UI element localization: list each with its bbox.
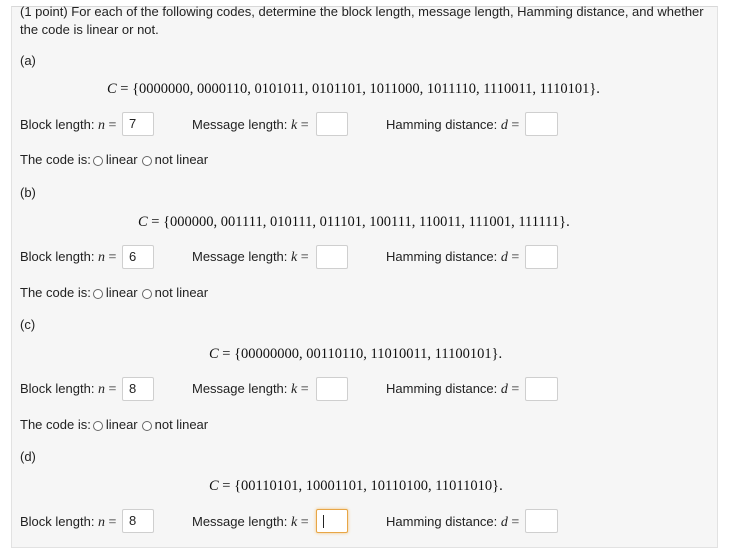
part-a-formula [107,81,600,98]
part-d-message-length-input[interactable] [316,509,348,533]
part-c-formula-lhs: C [209,346,219,362]
part-a-block-length-label: Block length: n = [20,117,117,133]
part-b-not-linear-label[interactable]: not linear [154,285,209,300]
part-c-formula-rhs: = {00000000, 00110110, 11010011, 11100101}. [218,346,503,362]
part-d-hamming-distance-input[interactable] [525,509,558,533]
part-c-linear-label[interactable]: linear [105,417,138,432]
part-c-linear-radio[interactable] [93,421,103,431]
part-a-hamming-distance-input[interactable] [525,112,558,136]
part-d-formula-rhs: = {00110101, 10001101, 10110100, 11011010}. [218,478,503,494]
part-a-linear-radio[interactable] [93,156,103,166]
part-c-block-length-label: Block length: n = [20,381,117,397]
part-b-hamming-distance-input[interactable] [525,245,558,269]
part-a-label: (a) [20,53,36,68]
part-c-label: (c) [20,317,36,332]
part-b-block-length-label: Block length: n = [20,249,117,265]
part-c-not-linear-radio[interactable] [142,421,152,431]
part-c-message-length-label: Message length: k = [192,381,309,397]
part-d-formula-lhs: C [209,478,219,494]
part-d-label: (d) [20,449,36,464]
part-a-linear-label[interactable]: linear [105,152,138,167]
part-b-message-length-label: Message length: k = [192,249,309,265]
part-d-hamming-distance-label: Hamming distance: d = [386,514,520,530]
part-c-message-length-input[interactable] [316,377,348,401]
part-d-block-length-label: Block length: n = [20,514,117,530]
part-a-message-length-label: Message length: k = [192,117,309,133]
part-c-formula [209,346,502,363]
part-a-linearity [20,152,208,167]
part-a-block-length-input[interactable]: 7 [122,112,154,136]
part-b-formula-rhs: = {000000, 001111, 010111, 011101, 100111, 110011, 111001, 111111}. [147,214,570,230]
part-b-hamming-distance-label: Hamming distance: d = [386,249,520,265]
part-c-hamming-distance-label: Hamming distance: d = [386,381,520,397]
part-a-code-is-label: The code is: [20,152,91,167]
part-c-block-length-input[interactable]: 8 [122,377,154,401]
part-a-hamming-distance-label: Hamming distance: d = [386,117,520,133]
part-b-message-length-input[interactable] [316,245,348,269]
part-a-formula-lhs: C [107,81,117,97]
part-b-not-linear-radio[interactable] [142,289,152,299]
part-c-not-linear-label[interactable]: not linear [154,417,209,432]
part-a-formula-rhs: = {0000000, 0000110, 0101011, 0101101, 1011000, 1011110, 1110011, 1110101}. [116,81,600,97]
part-a-not-linear-radio[interactable] [142,156,152,166]
part-c-hamming-distance-input[interactable] [525,377,558,401]
part-b-code-is-label: The code is: [20,285,91,300]
problem-intro: (1 point) For each of the following codes, determine the block length, message length, Hamming distance, and whether the code is linear or not. [20,4,704,37]
text-caret [323,515,324,528]
part-b-label: (b) [20,185,36,200]
part-c-linearity [20,417,208,432]
part-b-formula-lhs: C [138,214,148,230]
part-d-formula [209,478,503,495]
part-b-linear-label[interactable]: linear [105,285,138,300]
part-b-block-length-input[interactable]: 6 [122,245,154,269]
part-b-formula [138,214,570,231]
part-c-code-is-label: The code is: [20,417,91,432]
part-a-not-linear-label[interactable]: not linear [154,152,209,167]
part-d-message-length-label: Message length: k = [192,514,309,530]
part-b-linear-radio[interactable] [93,289,103,299]
part-a-message-length-input[interactable] [316,112,348,136]
part-b-linearity [20,285,208,300]
part-d-block-length-input[interactable]: 8 [122,509,154,533]
